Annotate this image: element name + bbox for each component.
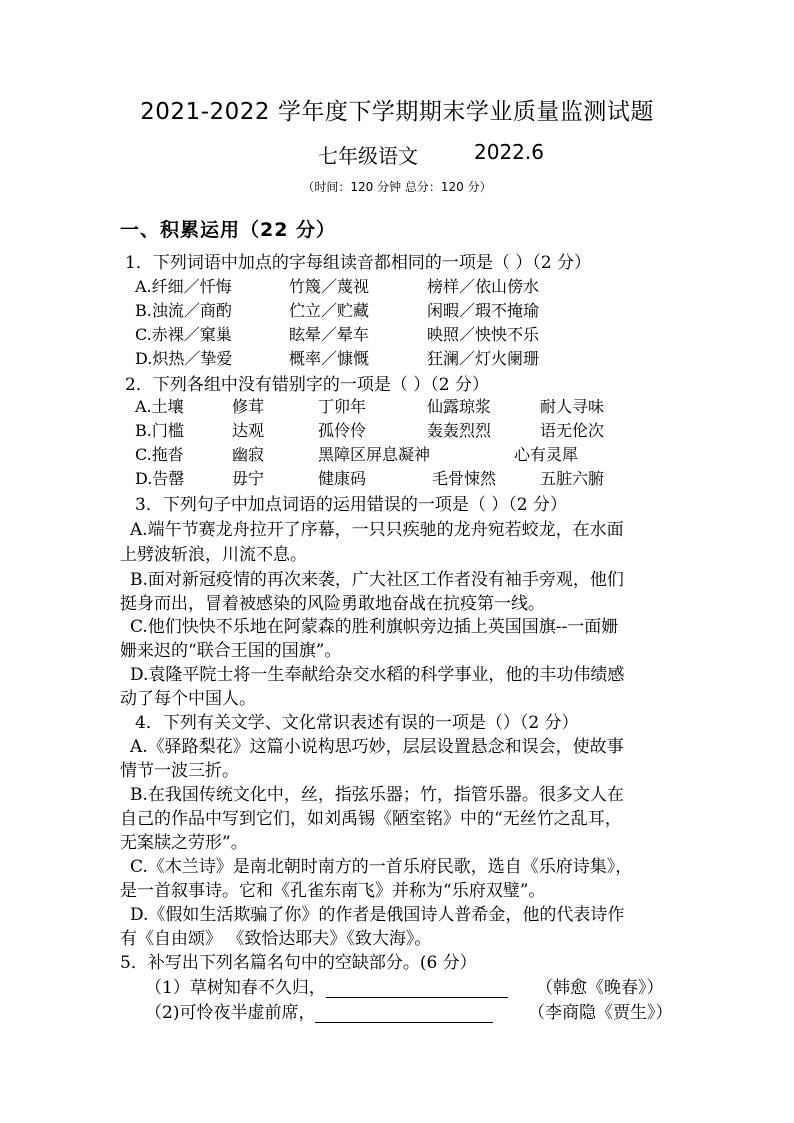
q4-line: 是一首叙事诗。它和《孔雀东南飞》并称为“乐府双璧”。 — [120, 881, 546, 901]
q2-b-2: 达观 — [232, 421, 265, 440]
exam-meta: （时间：120 分钟 总分：120 分） — [302, 180, 492, 194]
q2-b-3: 孤伶伶 — [318, 421, 367, 440]
q1-option-b-3: 闲暇／瑕不掩瑜 — [427, 301, 540, 320]
q4-line: B.在我国传统文化中，丝，指弦乐器；竹，指管乐器。很多文人在 — [130, 785, 624, 805]
q5-item-2-source: （李商隐《贾生》） — [528, 1003, 673, 1023]
q1-option-c-3: 映照／怏怏不乐 — [427, 325, 540, 344]
q2-d-3: 健康码 — [318, 469, 367, 488]
section-heading: 一、积累运用（22 分） — [120, 219, 337, 241]
q5-item-1-answer-blank[interactable] — [326, 979, 508, 998]
q3-line: C.他们快快不乐地在阿蒙森的胜利旗帜旁边插上英国国旗--一面姗 — [130, 617, 619, 637]
q4-line: 情节一波三折。 — [120, 761, 239, 781]
q3-line: 动了每个中国人。 — [120, 689, 256, 709]
q4-line: A.《驿路梨花》这篇小说构思巧妙，层层设置悬念和误会，使故事 — [130, 737, 624, 757]
question-1-options — [0, 274, 794, 370]
q2-b-4: 轰轰烈烈 — [427, 421, 492, 440]
q2-a-3: 丁卯年 — [318, 397, 367, 416]
q2-d-4: 毛骨悚然 — [432, 469, 497, 488]
q2-d-5: 五脏六腑 — [540, 469, 605, 488]
question-1-stem: 1．下列词语中加点的字每组读音都相同的一项是（ ）（2 分） — [125, 253, 591, 273]
q1-option-d-2: 概率／慷慨 — [289, 349, 370, 368]
q1-option-c-2: 眩晕／晕车 — [289, 325, 370, 344]
q2-c-4: 心有灵犀 — [514, 445, 579, 464]
q3-line: D.袁隆平院士将一生奉献给杂交水稻的科学事业，他的丰功伟绩感 — [130, 665, 625, 685]
q2-c-1: C.拖沓 — [135, 445, 184, 464]
question-4-stem: 4．下列有关文学、文化常识表述有误的一项是（）（2 分） — [135, 713, 579, 733]
q3-line: 挺身而出，冒着被感染的风险勇敢地奋战在抗疫第一线。 — [120, 594, 545, 614]
q2-d-1: D.告罄 — [135, 469, 185, 488]
q1-option-d-3: 狂澜／灯火阑珊 — [427, 349, 540, 368]
q5-item-2-answer-blank[interactable] — [315, 1004, 493, 1023]
q2-a-2: 修茸 — [232, 397, 265, 416]
q4-line: 有《自由颂》 《致恰达耶夫》《致大海》。 — [120, 929, 432, 949]
question-3-stem: 3．下列句子中加点词语的运用错误的一项是（ ）（2 分） — [135, 495, 567, 515]
q2-d-2: 毋宁 — [232, 469, 265, 488]
q1-option-a-1: A.纤细／忏悔 — [135, 277, 232, 296]
q1-option-d-1: D.炽热／挚爱 — [135, 349, 233, 368]
q5-item-1-prefix: （1）草树知春不久归， — [145, 978, 326, 998]
grade-label: 七年级语文 — [318, 144, 418, 168]
q2-c-2: 幽寂 — [232, 445, 265, 464]
q3-line: 上劈波斩浪，川流不息。 — [120, 545, 307, 565]
q3-line: B.面对新冠疫情的再次来袭，广大社区工作者没有袖手旁观，他们 — [130, 570, 624, 590]
q1-option-c-1: C.赤裸／窠巢 — [135, 325, 232, 344]
question-2-stem: 2．下列各组中没有错别字的一项是（ ）（2 分） — [125, 375, 489, 395]
exam-title: 2021-2022 学年度下学期期末学业质量监测试题 — [140, 99, 654, 125]
q1-option-b-2: 伫立／贮藏 — [289, 301, 370, 320]
q3-line: A.端午节赛龙舟拉开了序幕，一只只疾驰的龙舟宛若蛟龙，在水面 — [130, 520, 624, 540]
q2-a-1: A.土壤 — [135, 397, 184, 416]
q3-line: 姗来迟的“联合王国的国旗”。 — [120, 641, 342, 661]
q1-option-b-1: B.浊流／商酌 — [135, 301, 232, 320]
exam-subtitle — [0, 140, 794, 166]
q2-c-3: 黑障区屏息凝神 — [318, 445, 431, 464]
q5-item-2 — [145, 998, 493, 1023]
q4-line: 自己的作品中写到它们，如刘禹锡《陋室铭》中的“无丝竹之乱耳， — [120, 809, 622, 829]
q4-line: C.《木兰诗》是南北朝时南方的一首乐府民歌，选自《乐府诗集》， — [130, 857, 633, 877]
q1-option-a-3: 榜样／依山傍水 — [427, 277, 540, 296]
exam-date: 2022.6 — [474, 140, 544, 164]
q5-item-1-source: （韩愈《晚春》） — [536, 978, 664, 998]
q5-item-2-prefix: （2)可怜夜半虚前席， — [145, 1003, 316, 1023]
q2-a-4: 仙露琼浆 — [427, 397, 492, 416]
q2-b-1: B.门槛 — [135, 421, 184, 440]
question-2-options — [0, 394, 794, 490]
q4-line: 无案牍之劳形”。 — [120, 833, 248, 853]
q4-line: D.《假如生活欺骗了你》的作者是俄国诗人普希金，他的代表诗作 — [130, 905, 625, 925]
q1-option-a-2: 竹篾／蔑视 — [289, 277, 370, 296]
q2-b-5: 语无伦次 — [540, 421, 605, 440]
question-5-stem: 5．补写出下列名篇名句中的空缺部分。(6 分） — [120, 953, 477, 973]
q2-a-5: 耐人寻味 — [540, 397, 605, 416]
q5-item-1 — [145, 973, 508, 998]
